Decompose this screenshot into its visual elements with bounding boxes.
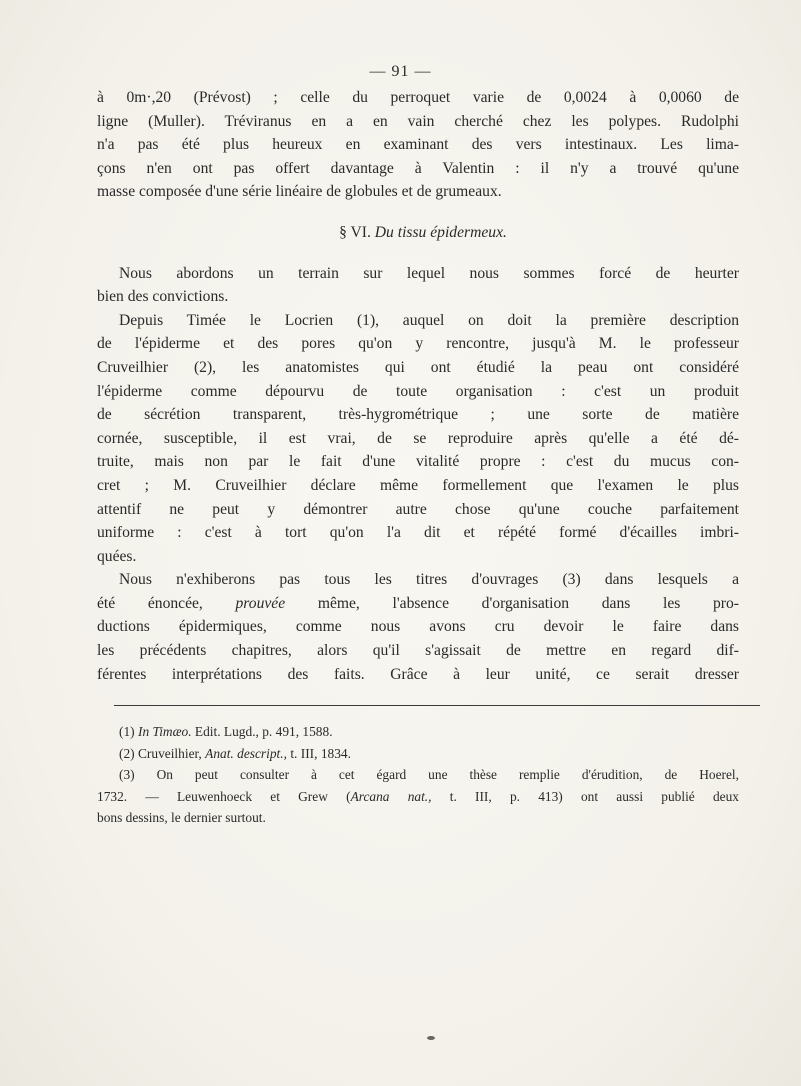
text-line: l'épiderme comme dépourvu de toute organisation : c'est un produit — [97, 382, 739, 400]
text-line: Depuis Timée le Locrien (1), auquel on doit la première description — [119, 311, 739, 329]
text-line: uniforme : c'est à tort qu'on l'a dit et répété formé d'écailles imbri- — [97, 524, 739, 542]
text-line: à 0m·,20 (Prévost) ; celle du perroquet varie de 0,0024 à 0,0060 de — [97, 89, 739, 106]
footnote-1 — [97, 721, 739, 743]
text-line — [97, 592, 739, 616]
text-line: les précédents chapitres, alors qu'il s'agissait de mettre en regard dif- — [97, 642, 739, 660]
footnote-3-cont — [97, 786, 739, 808]
footnote-2 — [97, 743, 739, 765]
text-line: çons n'en ont pas offert davantage à Valentin : il n'y a trouvé qu'une — [97, 159, 739, 177]
text-line: masse composée d'une série linéaire de globules et de grumeaux. — [97, 183, 502, 201]
text-line: de sécrétion transparent, très-hygrométrique ; une sorte de matière — [97, 406, 739, 424]
text-line: ductions épidermiques, comme nous avons cru devoir le faire dans — [97, 618, 739, 636]
text-line: attentif ne peut y démontrer autre chose qu'une couche parfaitement — [97, 500, 739, 518]
footnote-text: 1732. — Leuwenhoeck et Grew ( — [97, 788, 351, 804]
footnote-number: (2) — [119, 745, 135, 761]
section-heading — [97, 221, 739, 245]
text-line: férentes interprétations des faits. Grâce à leur unité, ce serait dresser — [97, 665, 739, 683]
footnote-text: t. III, p. 413) ont aussi publié deux — [449, 788, 739, 804]
text-line: cornée, susceptible, il est vrai, de se reproduire après qu'elle a été dé- — [97, 429, 739, 447]
text-fragment: été énoncée, — [97, 594, 203, 612]
footnote-number: (1) — [119, 724, 135, 739]
text-line: quées. — [97, 547, 137, 565]
footnote-text: Edit. Lugd., p. 491, 1588. — [194, 724, 333, 739]
text-line: Nous abordons un terrain sur lequel nous sommes forcé de heurter — [119, 264, 739, 282]
text-line: truite, mais non par le fait d'une vitalité propre : c'est du mucus con- — [97, 453, 739, 471]
footnote-text: t. III, 1834. — [290, 745, 351, 761]
body-text — [97, 86, 739, 686]
text-line: n'a pas été plus heureux en examinant des vers intestinaux. Les lima- — [97, 136, 739, 154]
text-fragment: même, l'absence d'organisation dans les pro- — [317, 594, 739, 612]
footnote-3: (3) On peut consulter à cet égard une thèse remplie d'érudition, de Hoerel, — [119, 767, 739, 782]
footnote-author: Cruveilhier, — [137, 745, 202, 761]
page-number: — 91 — — [369, 63, 432, 80]
text-line: Cruveilhier (2), les anatomistes qui ont étudié la peau ont considéré — [97, 358, 739, 376]
footnote-title: In Timæo. — [137, 724, 192, 739]
section-title: Du tissu épidermeux. — [374, 223, 507, 241]
ink-mark — [427, 1036, 435, 1040]
section-number: § VI. — [339, 223, 371, 241]
footnote-rule — [114, 705, 760, 706]
text-line: ligne (Muller). Tréviranus en a en vain cherché chez les polypes. Rudolphi — [97, 112, 739, 130]
footnotes — [97, 721, 739, 829]
text-line: de l'épiderme et des pores qu'on y rencontre, jusqu'à M. le professeur — [97, 335, 739, 353]
text-line: bien des convictions. — [97, 288, 229, 306]
text-line: cret ; M. Cruveilhier déclare même formellement que l'examen le plus — [97, 476, 739, 494]
footnote-3-end: bons dessins, le dernier surtout. — [97, 810, 266, 825]
text-line: Nous n'exhiberons pas tous les titres d'ouvrages (3) dans lesquels a — [119, 571, 739, 589]
italic-word: prouvée — [235, 594, 286, 612]
footnote-title: Anat. descript., — [205, 745, 287, 761]
footnote-title: Arcana nat., — [350, 788, 432, 804]
